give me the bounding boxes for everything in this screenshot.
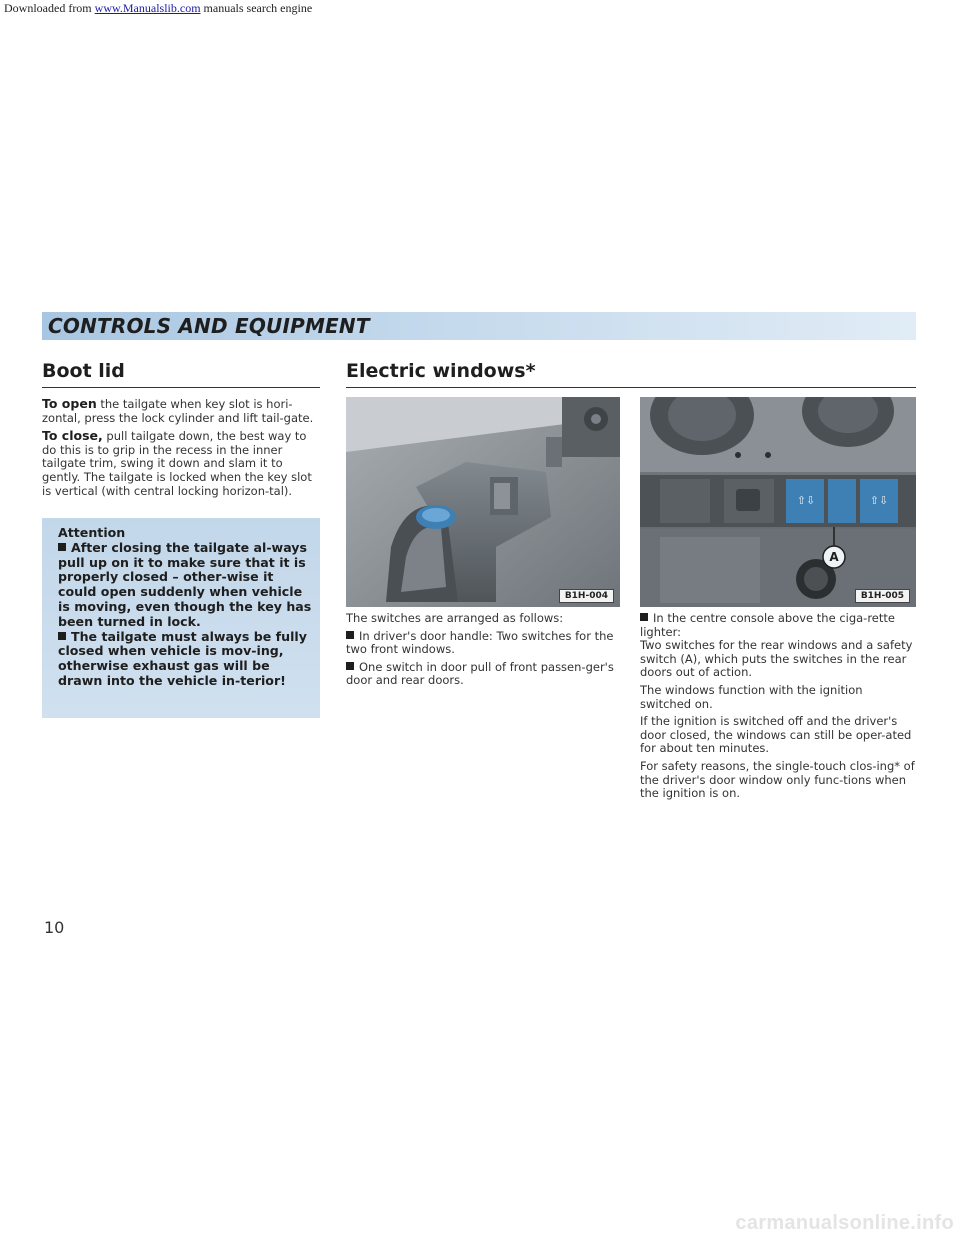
windows-column-1: [346, 612, 622, 692]
driver-door-item: [346, 630, 622, 657]
boot-lid-text: [42, 397, 320, 502]
door-handle-photo: [346, 397, 620, 607]
centre-console-photo: [640, 397, 916, 607]
download-suffix: manuals search engine: [200, 1, 313, 15]
bullet-icon: [58, 543, 66, 551]
bullet-icon: [346, 662, 354, 670]
attention-item-2-text: The tailgate must always be fully closed when vehicle is mov-ing, otherwise exhaust gas will be drawn into the vehicle in-terior!: [58, 628, 307, 688]
section-banner: [42, 312, 916, 340]
electric-windows-heading: Electric windows*: [346, 360, 536, 382]
attention-item-2: [58, 630, 314, 689]
centre-console-item: [640, 612, 916, 639]
close-text: pull tailgate down, the best way to do this is to grip in the recess in the inner tailgate trim, swing it down and slam it to gently. The tailgate is locked when the key slot is vertical (with central locking horizon-tal).: [42, 429, 312, 498]
single-touch-text: For safety reasons, the single-touch clos-ing* of the driver's door window only func-tions when the ignition is on.: [640, 758, 915, 801]
safety-switch-label: A: [829, 550, 839, 564]
ignition-text: The windows function with the ignition switched on.: [640, 682, 863, 711]
centre-console-text: In the centre console above the ciga-rette lighter:: [640, 611, 895, 639]
rear-left-switch-icon: ⇧⇩: [796, 494, 816, 507]
ignition-off-text: If the ignition is switched off and the driver's door closed, the windows can still be oper-ated for about ten minutes.: [640, 714, 912, 756]
bullet-icon: [640, 613, 648, 621]
driver-door-text: In driver's door handle: Two switches for the two front windows.: [346, 628, 614, 657]
attention-content: [58, 526, 314, 689]
page-number: 10: [44, 918, 65, 937]
download-prefix: Downloaded from: [4, 1, 95, 15]
open-text: the tailgate when key slot is hori-zontal, press the lock cylinder and lift tail-gate.: [42, 397, 314, 425]
figure-1-tag: B1H-004: [559, 589, 614, 603]
door-handle-illustration: [346, 397, 620, 607]
attention-title: Attention: [58, 525, 126, 540]
electric-windows-rule: [346, 387, 916, 388]
download-banner: [4, 1, 312, 16]
boot-lid-heading: Boot lid: [42, 360, 125, 382]
open-label: To open: [42, 396, 97, 411]
passenger-door-text: One switch in door pull of front passen-ger's door and rear doors.: [346, 659, 614, 688]
passenger-door-item: [346, 661, 622, 688]
boot-lid-rule: [42, 387, 320, 388]
switches-intro: The switches are arranged as follows:: [346, 611, 564, 625]
close-label: To close,: [42, 428, 103, 444]
footer-watermark: carmanualsonline.info: [735, 1212, 954, 1234]
attention-item-1: [58, 541, 314, 630]
bullet-icon: [346, 631, 354, 639]
bullet-icon: [58, 632, 66, 640]
manualslib-link[interactable]: www.Manualslib.com: [94, 1, 201, 15]
open-paragraph: [42, 397, 320, 425]
close-paragraph: [42, 429, 320, 498]
windows-column-2: [640, 612, 916, 805]
section-title: CONTROLS AND EQUIPMENT: [48, 314, 370, 338]
attention-box: [42, 518, 320, 718]
rear-switches-text: Two switches for the rear windows and a safety switch (A), which puts the switches in the rear doors out of action.: [640, 638, 913, 680]
rear-right-switch-icon: ⇧⇩: [869, 494, 889, 507]
figure-2-tag: B1H-005: [855, 589, 910, 603]
attention-item-1-text: After closing the tailgate al-ways pull up on it to make sure that it is properly closed – other-wise it could open suddenly when vehicle is moving, even though the key has been turned in lock.: [58, 539, 312, 629]
